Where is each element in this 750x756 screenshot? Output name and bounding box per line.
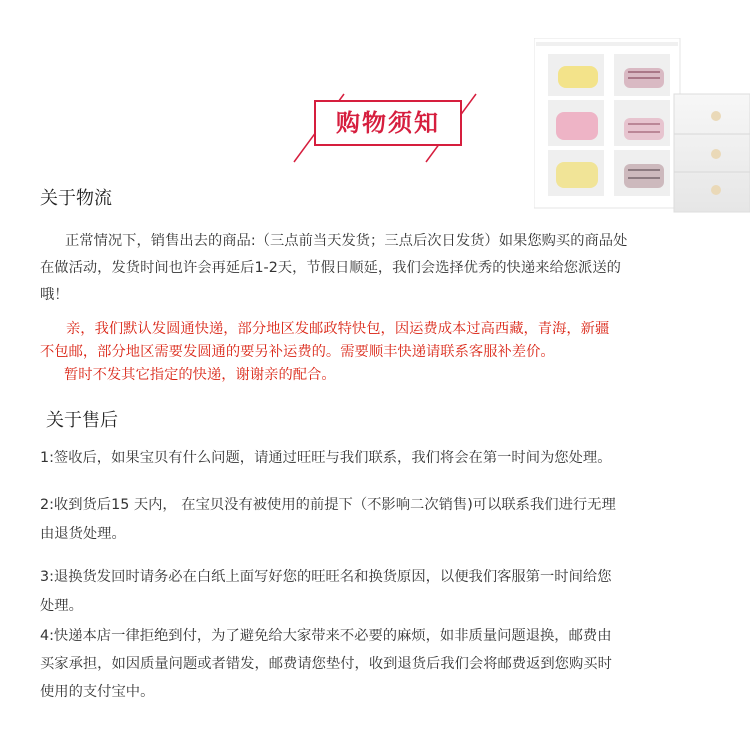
aftersale-line: 使用的支付宝中。 xyxy=(40,684,155,700)
shipping-notice-line: 亲，我们默认发圆通快递，部分地区发邮政特快包，因运费成本过高西藏，青海，新疆 xyxy=(66,321,610,337)
aftersale-item-1 xyxy=(40,445,740,472)
logistics-line: 哦！ xyxy=(40,287,69,303)
shipping-notice-line: 暂时不发其它指定的快递，谢谢亲的配合。 xyxy=(64,367,336,383)
drawer-cabinet-image xyxy=(534,38,750,214)
aftersale-item-4 xyxy=(40,622,740,706)
logistics-line: 正常情况下，销售出去的商品:（三点前当天发货；三点后次日发货）如果您购买的商品处 xyxy=(65,233,628,249)
aftersale-line: 3:退换货发回时请务必在白纸上面写好您的旺旺名和换货原因，以便我们客服第一时间给您 xyxy=(40,569,612,585)
shipping-notice-line: 不包邮，部分地区需要发圆通的要另补运费的。需要顺丰快递请联系客服补差价。 xyxy=(40,344,555,360)
aftersale-item-2 xyxy=(40,491,740,549)
aftersale-line: 处理。 xyxy=(40,598,83,614)
aftersale-line: 买家承担，如因质量问题或者错发，邮费请您垫付，收到退货后我们会将邮费返到您购买时 xyxy=(40,656,612,672)
aftersale-line: 2:收到货后15 天内， 在宝贝没有被使用的前提下（不影响二次销售)可以联系我们进行无理 xyxy=(40,497,616,513)
aftersale-heading: 关于售后 xyxy=(46,410,118,431)
logistics-line: 在做活动，发货时间也许会再延后1-2天，节假日顺延，我们会选择优秀的快递来给您派送的 xyxy=(40,260,621,276)
aftersale-line: 1:签收后，如果宝贝有什么问题，请通过旺旺与我们联系，我们将会在第一时间为您处理。 xyxy=(40,450,612,466)
logistics-paragraph xyxy=(40,228,740,309)
aftersale-line: 由退货处理。 xyxy=(40,526,126,542)
aftersale-item-3 xyxy=(40,563,740,621)
shipping-notice xyxy=(40,318,740,387)
page-title: 购物须知 xyxy=(336,109,440,137)
aftersale-line: 4:快递本店一律拒绝到付，为了避免给大家带来不必要的麻烦，如非质量问题退换，邮费由 xyxy=(40,628,612,644)
logistics-heading: 关于物流 xyxy=(40,188,112,209)
